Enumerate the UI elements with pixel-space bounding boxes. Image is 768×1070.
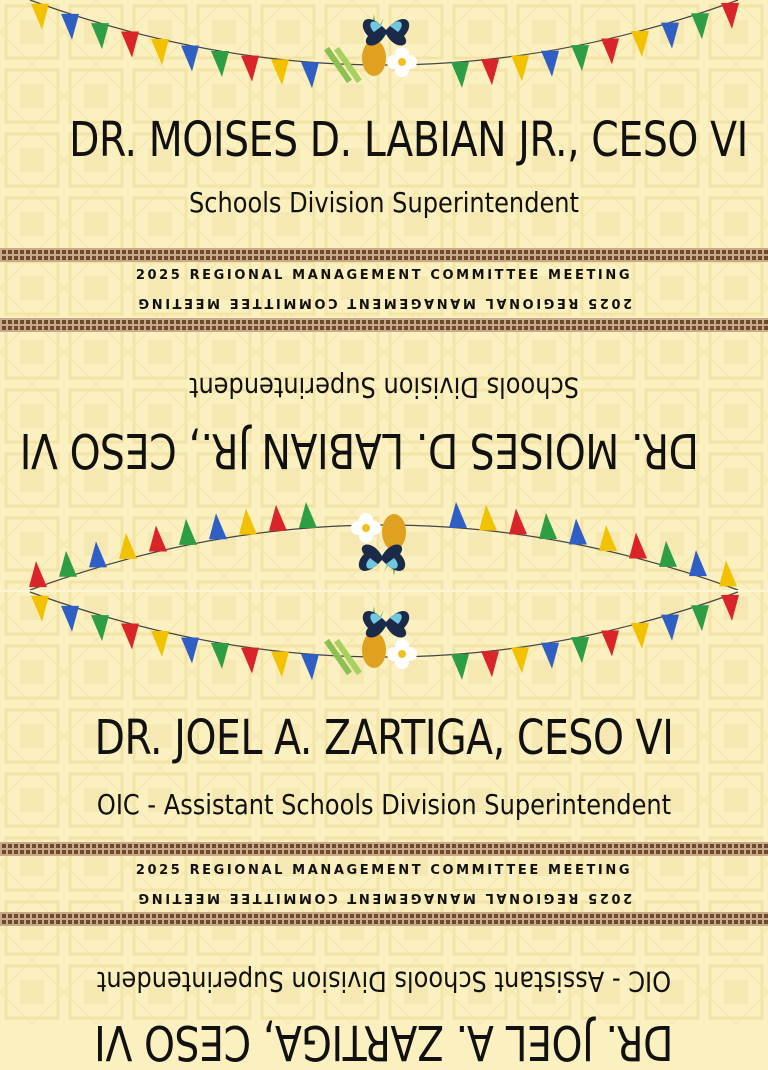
bunting-flag bbox=[31, 596, 49, 622]
bunting-flag bbox=[449, 502, 467, 528]
bunting-flag bbox=[719, 560, 737, 586]
card-1-band-top bbox=[0, 248, 768, 262]
bunting-flag bbox=[511, 647, 529, 673]
bunting-flag bbox=[29, 561, 47, 587]
bunting-flag bbox=[481, 651, 499, 677]
bunting-flag bbox=[599, 525, 617, 551]
bunting-flag bbox=[31, 4, 49, 30]
bunting-flag bbox=[211, 51, 229, 77]
bunting-flag bbox=[301, 62, 319, 88]
bunting-flag bbox=[241, 648, 259, 674]
bunting-flag bbox=[271, 59, 289, 85]
bunting-flag bbox=[541, 51, 559, 77]
card-2-name: DR. JOEL A. ZARTIGA, CESO VI bbox=[94, 710, 674, 766]
bunting-flag bbox=[181, 637, 199, 663]
bunting-flag bbox=[479, 505, 497, 531]
flower-icon bbox=[387, 47, 417, 77]
bunting-flag bbox=[631, 31, 649, 57]
butterfly-icon bbox=[359, 544, 405, 570]
name-card-2 bbox=[0, 592, 768, 1070]
card-1-back bbox=[0, 334, 768, 590]
card-2-back bbox=[0, 928, 768, 1070]
bunting-flag bbox=[241, 56, 259, 82]
butterfly-icon bbox=[363, 611, 409, 637]
bunting-flag bbox=[91, 23, 109, 49]
bunting-flag bbox=[119, 533, 137, 559]
bunting-flag bbox=[181, 45, 199, 71]
bunting-flag bbox=[61, 14, 79, 40]
bunting-flag bbox=[149, 525, 167, 551]
bunting-flag bbox=[151, 631, 169, 657]
bunting-flag bbox=[721, 3, 739, 29]
bunting-flag bbox=[59, 551, 77, 577]
bunting-flag bbox=[121, 32, 139, 58]
bunting-flag bbox=[691, 605, 709, 631]
card-2-band-top bbox=[0, 842, 768, 856]
card-1-position: Schools Division Superintendent bbox=[188, 186, 580, 219]
bunting-flag bbox=[541, 643, 559, 669]
bunting-flag bbox=[239, 509, 257, 535]
butterfly-icon bbox=[363, 19, 409, 45]
card-2-position-flipped: OIC - Assistant Schools Division Superintendent bbox=[96, 965, 672, 998]
bunting-flag bbox=[269, 505, 287, 531]
bunting-icon bbox=[0, 490, 768, 590]
bunting-flag bbox=[721, 595, 739, 621]
card-2-event-title-flipped: 2025 REGIONAL MANAGEMENT COMMITTEE MEETING bbox=[135, 890, 633, 905]
bunting-flag bbox=[121, 624, 139, 650]
card-1-position-flipped: Schools Division Superintendent bbox=[188, 371, 580, 404]
bunting-flag bbox=[179, 519, 197, 545]
bunting-flag bbox=[451, 62, 469, 88]
card-2-band-bottom bbox=[0, 912, 768, 926]
card-2-event-title: 2025 REGIONAL MANAGEMENT COMMITTEE MEETING bbox=[135, 863, 633, 878]
bunting-icon bbox=[0, 592, 768, 692]
bunting-flag bbox=[631, 623, 649, 649]
bunting-flag bbox=[691, 13, 709, 39]
bunting-flag bbox=[271, 651, 289, 677]
bunting-flag bbox=[629, 532, 647, 558]
bunting-flag bbox=[301, 654, 319, 680]
bunting-flag bbox=[661, 615, 679, 641]
card-2-front bbox=[0, 592, 768, 848]
bunting-flag bbox=[211, 643, 229, 669]
bunting-flag bbox=[571, 637, 589, 663]
bunting-flag bbox=[209, 513, 227, 539]
bunting-flag bbox=[689, 550, 707, 576]
bunting-flag bbox=[511, 55, 529, 81]
card-1-event-title-flipped: 2025 REGIONAL MANAGEMENT COMMITTEE MEETING bbox=[135, 295, 633, 310]
bunting-flag bbox=[569, 519, 587, 545]
card-2-position: OIC - Assistant Schools Division Superintendent bbox=[96, 788, 672, 821]
bunting-icon bbox=[0, 0, 768, 100]
card-1-front bbox=[0, 0, 768, 256]
card-1-band-bottom bbox=[0, 318, 768, 332]
name-card-1 bbox=[0, 0, 768, 512]
bunting-flag bbox=[451, 654, 469, 680]
bunting-flag bbox=[151, 39, 169, 65]
bunting-flag bbox=[89, 541, 107, 567]
bunting-flag bbox=[571, 45, 589, 71]
card-2-name-flipped: DR. JOEL A. ZARTIGA, CESO VI bbox=[94, 1014, 674, 1070]
bunting-flag bbox=[509, 508, 527, 534]
bunting-flag bbox=[659, 541, 677, 567]
bunting-flag bbox=[539, 513, 557, 539]
bunting-flag bbox=[299, 502, 317, 528]
bunting-flag bbox=[91, 615, 109, 641]
bunting-flag bbox=[61, 606, 79, 632]
bunting-flag bbox=[661, 23, 679, 49]
flower-icon bbox=[387, 639, 417, 669]
flower-icon bbox=[351, 513, 381, 543]
bunting-flag bbox=[601, 631, 619, 657]
bunting-flag bbox=[481, 59, 499, 85]
card-1-name: DR. MOISES D. LABIAN JR., CESO VI bbox=[69, 112, 748, 168]
card-1-event-title: 2025 REGIONAL MANAGEMENT COMMITTEE MEETING bbox=[135, 268, 633, 283]
card-1-name-flipped: DR. MOISES D. LABIAN JR., CESO VI bbox=[20, 422, 699, 478]
bunting-flag bbox=[601, 39, 619, 65]
